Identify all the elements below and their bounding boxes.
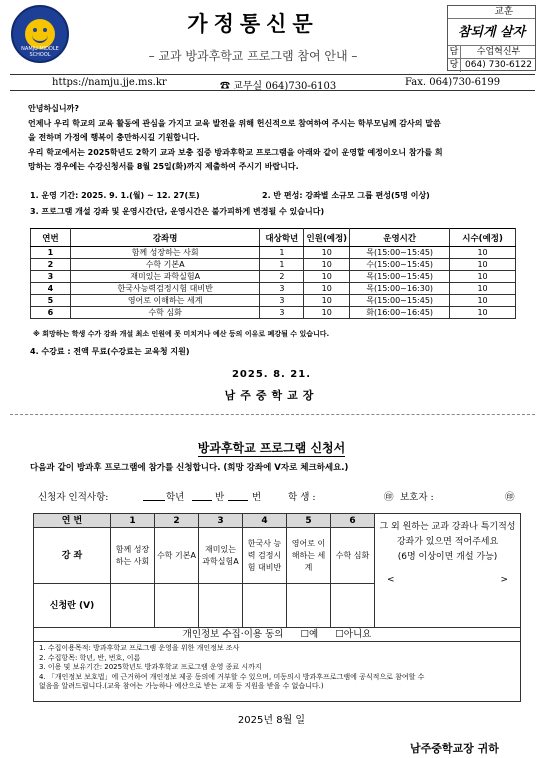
item-4-fee: 4. 수강료 : 전액 무료(수강료는 교육청 지원) (30, 347, 190, 356)
cell-time: 목(15:00~15:45) (350, 247, 450, 259)
cell-number: 2 (31, 259, 71, 271)
bracket-right: > (500, 575, 508, 585)
table-row (31, 271, 516, 283)
cell-hours: 10 (450, 259, 516, 271)
cell-course: 수학 기본A (70, 259, 260, 271)
number-field[interactable] (228, 489, 248, 501)
cell-hours: 10 (450, 271, 516, 283)
privacy-note-1: 1. 수집이용목적: 방과후학교 프로그램 운영을 위한 개인정보 조사 (39, 644, 240, 652)
cell-hours: 10 (450, 247, 516, 259)
number-label: 번 (252, 492, 262, 503)
col-header-time: 운영시간 (350, 229, 450, 247)
col-header-course: 강좌명 (70, 229, 260, 247)
col-number-4: 4 (242, 513, 287, 528)
parent-seal: ㊞ (505, 492, 515, 503)
contact-bar (10, 74, 535, 91)
logo-smile (32, 35, 48, 43)
grade-label: 학년 (166, 492, 185, 503)
page-subtitle: – 교과 방과후학교 프로그램 참여 안내 – (148, 49, 358, 63)
cell-number: 3 (31, 271, 71, 283)
logo-eye-left (33, 28, 37, 32)
cell-capacity: 10 (304, 283, 350, 295)
motto-label: 교훈 (448, 6, 535, 19)
application-instruction: 다음과 같이 방과후 프로그램에 참가를 신청합니다. (희망 강좌에 V자로 체크하세요.) (30, 463, 349, 473)
cell-time: 수(15:00~15:45) (350, 259, 450, 271)
apply-checkbox-3[interactable] (198, 583, 243, 628)
cell-grade: 3 (260, 307, 304, 319)
col-number-2: 2 (154, 513, 199, 528)
parent-label: 보호자 : (400, 492, 434, 503)
program-table (30, 228, 516, 319)
student-label: 학 생 : (288, 492, 316, 503)
cut-line (10, 414, 535, 415)
privacy-note-2: 2. 수집항목: 학년, 반, 번호, 이름 (39, 653, 141, 662)
dept-row (448, 46, 535, 59)
col-number-5: 5 (286, 513, 331, 528)
table-row (31, 295, 516, 307)
cell-grade: 1 (260, 259, 304, 271)
apply-checkbox-1[interactable] (110, 583, 155, 628)
phone-label: 당 (448, 59, 461, 72)
course-cell-2: 수학 기본A (154, 527, 199, 584)
class-label: 반 (215, 492, 225, 503)
closure-note: ※ 희망하는 학생 수가 강좌 개설 최소 인원에 못 미치거나 예산 등의 이유로 폐강될 수 있습니다. (33, 330, 330, 338)
col-number-6: 6 (330, 513, 375, 528)
cell-number: 1 (31, 247, 71, 259)
apply-checkbox-6[interactable] (330, 583, 375, 628)
phone-value: 064) 730-6122 (465, 60, 532, 70)
course-cell-4: 한국사 능력 검정시험 대비반 (242, 527, 287, 584)
office-phone: ☎ 교무실 064)730-6103 (220, 81, 337, 92)
phone-row (448, 59, 535, 72)
cell-grade: 1 (260, 247, 304, 259)
row-label-apply: 신청란 (V) (33, 583, 111, 628)
school-principal: 남주중학교장 (224, 389, 319, 402)
privacy-note-4: 4. 「개인정보 보호법」에 근거하여 개인정보 제공 동의에 거부할 수 있으며, 미동의시 방과후프로그램에 공식적으로 참여할 수 (39, 672, 425, 681)
privacy-consent-row (33, 628, 521, 642)
table-row (31, 283, 516, 295)
school-logo (11, 5, 69, 63)
cell-course: 수학 심화 (70, 307, 260, 319)
col-header-hours: 시수(예정) (450, 229, 516, 247)
cell-hours: 10 (450, 283, 516, 295)
col-header-grade: 대상학년 (260, 229, 304, 247)
privacy-label: 개인정보 수집·이용 동의 (182, 629, 284, 640)
addressee: 남주중학교장 귀하 (410, 742, 499, 755)
extra-request-note: (6명 이상이면 개설 가능) (397, 552, 498, 562)
col-header-number: 연번 (31, 229, 71, 247)
dept-value: 수업혁신부 (476, 47, 521, 57)
cell-course: 함께 성장하는 사회 (70, 247, 260, 259)
apply-checkbox-4[interactable] (242, 583, 287, 628)
cell-capacity: 10 (304, 271, 350, 283)
intro-line-4: 망하는 경우에는 수강신청서를 8월 25일(화)까지 제출하여 주시기 바랍니다. (28, 162, 299, 171)
cell-time: 목(15:00~15:45) (350, 271, 450, 283)
cell-time: 목(15:00~16:30) (350, 283, 450, 295)
application-title (0, 439, 543, 456)
table-row (31, 307, 516, 319)
cell-capacity: 10 (304, 295, 350, 307)
cell-capacity: 10 (304, 259, 350, 271)
cell-capacity: 10 (304, 247, 350, 259)
extra-request-box[interactable] (374, 513, 521, 628)
cell-grade: 3 (260, 295, 304, 307)
student-seal: ㊞ (384, 492, 394, 503)
cell-number: 6 (31, 307, 71, 319)
apply-checkbox-2[interactable] (154, 583, 199, 628)
dept-label: 담 (448, 46, 461, 58)
school-url-link[interactable]: https://namju.jje.ms.kr (52, 77, 167, 88)
logo-eye-right (43, 28, 47, 32)
application-date: 2025년 8월 일 (237, 715, 306, 726)
cell-hours: 10 (450, 307, 516, 319)
privacy-note-3: 3. 이용 및 보유기간: 2025학년도 방과후학교 프로그램 운영 종료 시까지 (39, 663, 262, 671)
intro-line-2: 을 전하며 가정에 행복이 충만하시길 기원합니다. (28, 133, 200, 142)
course-cell-5: 영어로 이해하는 세계 (286, 527, 331, 584)
privacy-note-5: 없음을 알려드립니다.(교육 참여는 가능하나 예산으로 받는 교재 등 지원을 받을 수 없습니다.) (39, 682, 324, 690)
applicant-label: 신청자 인적사항: (38, 492, 109, 503)
col-header-capacity: 인원(예정) (304, 229, 350, 247)
privacy-agree-checkbox[interactable]: ☐예 (300, 629, 319, 640)
cell-time: 화(16:00~16:45) (350, 307, 450, 319)
course-cell-1: 함께 성장하는 사회 (110, 527, 155, 584)
cell-hours: 10 (450, 295, 516, 307)
cell-grade: 2 (260, 271, 304, 283)
privacy-disagree-checkbox[interactable]: ☐아니요 (335, 629, 372, 640)
col-number-3: 3 (198, 513, 243, 528)
intro-line-1: 언제나 우리 학교의 교육 활동에 관심을 가지고 교육 발전을 위해 헌신적으로 참여하여 주시는 학부모님께 감사의 말씀 (28, 119, 441, 128)
cell-course: 한국사능력검정시험 대비반 (70, 283, 260, 295)
course-cell-3: 재미있는 과학실험A (198, 527, 243, 584)
greeting: 안녕하십니까? (28, 104, 80, 113)
bracket-left: < (387, 575, 395, 585)
logo-bottom-text: NAMJU MIDDLE SCHOOL (21, 46, 59, 58)
application-title-text: 방과후학교 프로그램 신청서 (197, 441, 346, 455)
cell-course: 영어로 이해하는 세계 (70, 295, 260, 307)
apply-checkbox-5[interactable] (286, 583, 331, 628)
col-number-1: 1 (110, 513, 155, 528)
cell-capacity: 10 (304, 307, 350, 319)
cell-grade: 3 (260, 283, 304, 295)
row-label-course: 강 좌 (33, 527, 111, 584)
cell-number: 5 (31, 295, 71, 307)
class-field[interactable] (192, 489, 212, 501)
page-title: 가정통신문 (187, 12, 319, 36)
fax-number: Fax. 064)730-6199 (405, 77, 501, 88)
item-3-courses: 3. 프로그램 개설 강좌 및 운영시간(단, 운영시간은 불가피하게 변경될 수 있습니다) (30, 207, 325, 216)
privacy-notes (33, 642, 521, 702)
item-1-period: 1. 운영 기간: 2025. 9. 1.(월) ~ 12. 27(토) (30, 191, 200, 200)
issue-date: 2025. 8. 21. (231, 369, 312, 380)
item-2-groups: 2. 반 편성: 강좌별 소규모 그룹 편성(5명 이상) (262, 191, 430, 200)
grade-field[interactable] (143, 489, 165, 501)
extra-request-text: 그 외 원하는 교과 강좌나 특기적성 강좌가 있으면 적어주세요 (379, 522, 516, 547)
extra-request-brackets (379, 565, 516, 588)
intro-line-3: 우리 학교에서는 2025학년도 2학기 교과 보충 집중 방과후학교 프로그램을 아래와 같이 운영할 예정이오니 참가를 희 (28, 148, 443, 157)
table-row (31, 247, 516, 259)
course-cell-6: 수학 심화 (330, 527, 375, 584)
application-grid (33, 513, 521, 628)
program-table-header (31, 229, 516, 247)
motto-text: 참되게 살자 (448, 19, 535, 46)
row-label-number: 연 번 (33, 513, 111, 528)
cell-time: 목(15:00~15:45) (350, 295, 450, 307)
table-row (31, 259, 516, 271)
cell-number: 4 (31, 283, 71, 295)
smiley-face-icon (25, 19, 55, 49)
cell-course: 재미있는 과학실험A (70, 271, 260, 283)
motto-box (447, 5, 536, 71)
